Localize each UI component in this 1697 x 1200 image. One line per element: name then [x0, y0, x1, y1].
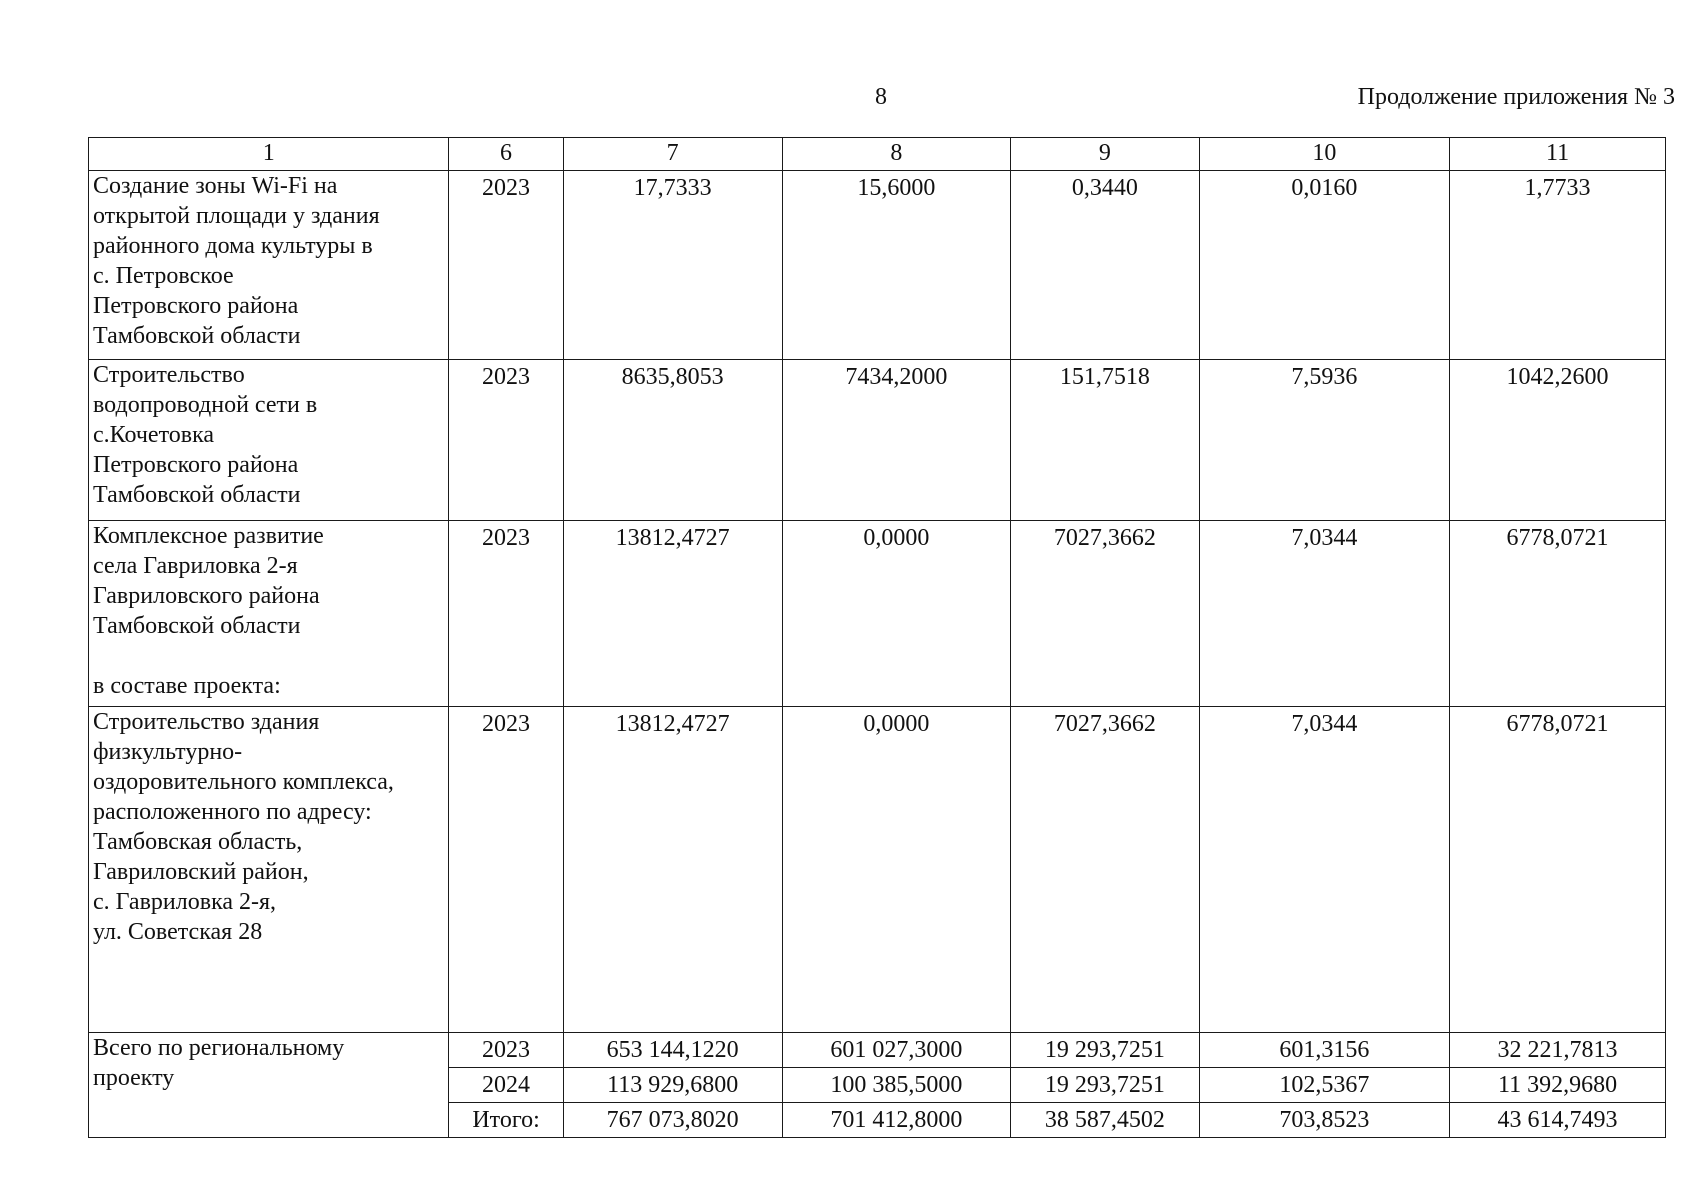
value-cell: 7434,2000 [782, 360, 1010, 521]
year-cell: 2024 [449, 1068, 563, 1103]
total-label: Всего по региональному проекту [89, 1033, 449, 1138]
column-number: 6 [449, 138, 563, 171]
value-cell: 767 073,8020 [563, 1103, 782, 1138]
column-number: 11 [1450, 138, 1666, 171]
value-cell: 601 027,3000 [782, 1033, 1010, 1068]
value-cell: 1,7733 [1450, 171, 1666, 360]
value-cell: 0,0000 [782, 521, 1010, 707]
budget-table [88, 137, 1666, 1138]
value-cell: 6778,0721 [1450, 707, 1666, 1033]
value-cell: 0,3440 [1011, 171, 1200, 360]
appendix-continuation-note: Продолжение приложения № 3 [1357, 84, 1675, 110]
project-name: Создание зоны Wi-Fi на открытой площади у здания районного дома культуры в с. Петровское Петровского района Тамбовской области [89, 171, 449, 360]
value-cell: 7,5936 [1199, 360, 1449, 521]
value-cell: 601,3156 [1199, 1033, 1449, 1068]
value-cell: 100 385,5000 [782, 1068, 1010, 1103]
year-cell: 2023 [449, 1033, 563, 1068]
value-cell: 11 392,9680 [1450, 1068, 1666, 1103]
value-cell: 17,7333 [563, 171, 782, 360]
year-cell: 2023 [449, 707, 563, 1033]
page-number: 8 [875, 84, 887, 110]
total-row [89, 1033, 1666, 1068]
value-cell: 13812,4727 [563, 707, 782, 1033]
value-cell: 7027,3662 [1011, 521, 1200, 707]
column-number: 10 [1199, 138, 1449, 171]
year-cell: 2023 [449, 360, 563, 521]
project-name: Комплексное развитие села Гавриловка 2-я Гавриловского района Тамбовской области в составе проекта: [89, 521, 449, 707]
value-cell: 32 221,7813 [1450, 1033, 1666, 1068]
value-cell: 113 929,6800 [563, 1068, 782, 1103]
value-cell: 701 412,8000 [782, 1103, 1010, 1138]
column-number: 1 [89, 138, 449, 171]
value-cell: 8635,8053 [563, 360, 782, 521]
value-cell: 151,7518 [1011, 360, 1200, 521]
grand-total-label: Итого: [449, 1103, 563, 1138]
column-number: 7 [563, 138, 782, 171]
value-cell: 703,8523 [1199, 1103, 1449, 1138]
value-cell: 43 614,7493 [1450, 1103, 1666, 1138]
column-number-row [89, 138, 1666, 171]
value-cell: 6778,0721 [1450, 521, 1666, 707]
value-cell: 38 587,4502 [1011, 1103, 1200, 1138]
value-cell: 0,0000 [782, 707, 1010, 1033]
column-number: 9 [1011, 138, 1200, 171]
value-cell: 7027,3662 [1011, 707, 1200, 1033]
value-cell: 7,0344 [1199, 521, 1449, 707]
value-cell: 15,6000 [782, 171, 1010, 360]
value-cell: 13812,4727 [563, 521, 782, 707]
table-row [89, 171, 1666, 360]
value-cell: 19 293,7251 [1011, 1033, 1200, 1068]
value-cell: 653 144,1220 [563, 1033, 782, 1068]
value-cell: 1042,2600 [1450, 360, 1666, 521]
year-cell: 2023 [449, 171, 563, 360]
value-cell: 0,0160 [1199, 171, 1449, 360]
column-number: 8 [782, 138, 1010, 171]
value-cell: 19 293,7251 [1011, 1068, 1200, 1103]
value-cell: 7,0344 [1199, 707, 1449, 1033]
table-row [89, 707, 1666, 1033]
year-cell: 2023 [449, 521, 563, 707]
project-name: Строительство здания физкультурно- оздоровительного комплекса, расположенного по адресу: Тамбовская область, Гавриловский район, с. Гавриловка 2-я, ул. Советская 28 [89, 707, 449, 1033]
value-cell: 102,5367 [1199, 1068, 1449, 1103]
project-name: Строительство водопроводной сети в с.Кочетовка Петровского района Тамбовской области [89, 360, 449, 521]
table-row [89, 360, 1666, 521]
table-row [89, 521, 1666, 707]
